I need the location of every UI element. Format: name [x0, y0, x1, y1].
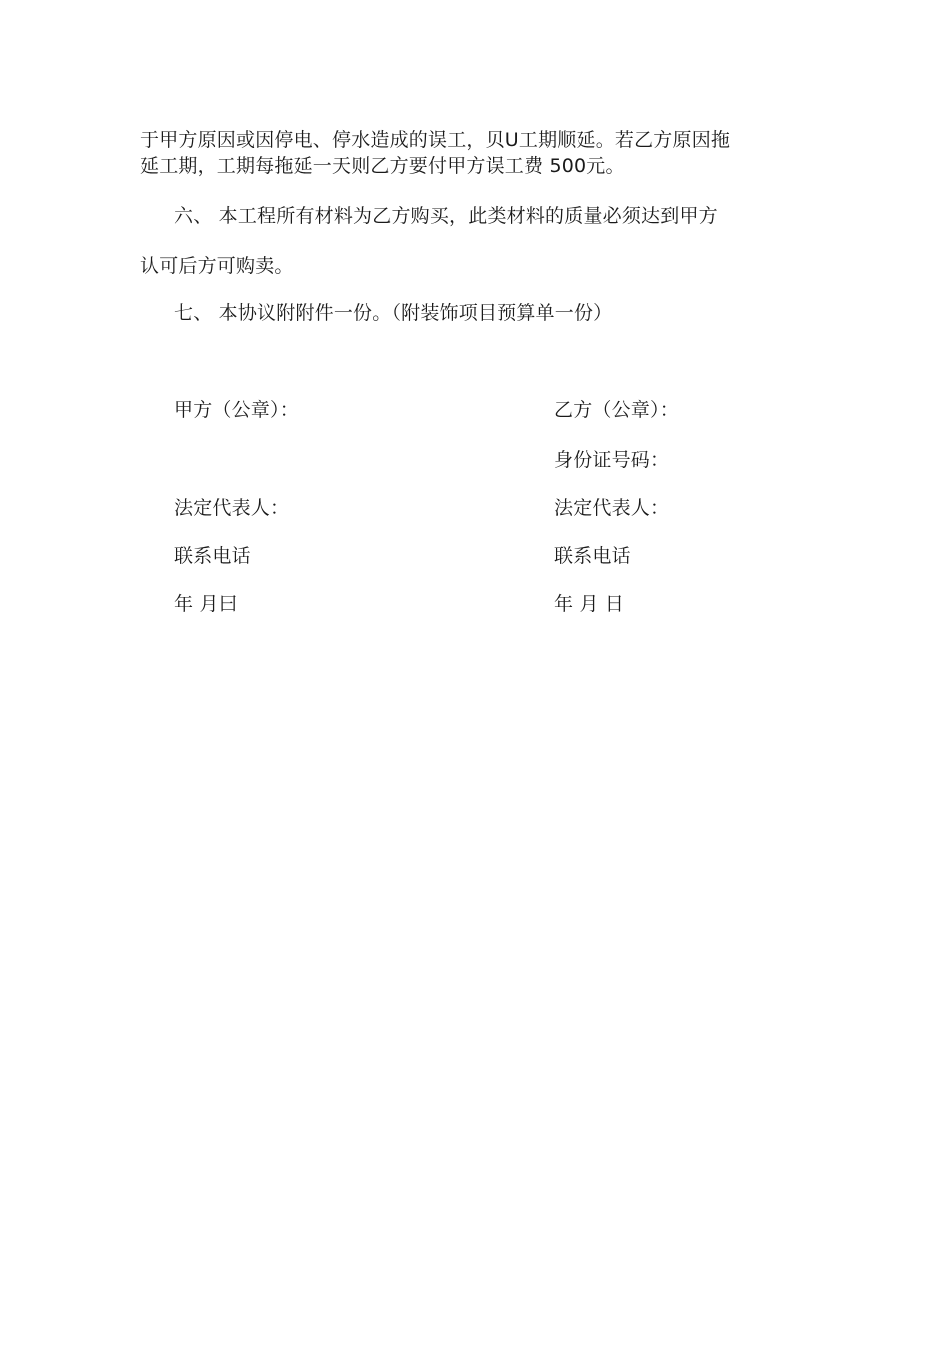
party-a-phone-label: 联系电话 — [174, 545, 251, 567]
party-b-seal-label: 乙方（公章）： — [554, 399, 679, 421]
clause-6-line-1: 六、 本工程所有材料为乙方购买，此类材料的质量必须达到甲方 — [174, 205, 718, 227]
party-b-date-label: 年 月 日 — [554, 593, 625, 615]
party-a-legal-rep-label: 法定代表人： — [174, 497, 290, 519]
paragraph-5-line-2: 延工期，工期每拖延一天则乙方要付甲方误工费 500元。 — [140, 155, 625, 177]
paragraph-5-line-1: 于甲方原因或因停电、停水造成的误工，贝U工期顺延。若乙方原因拖 — [140, 129, 731, 151]
party-a-seal-label: 甲方（公章）： — [174, 399, 299, 421]
clause-6-line-2: 认可后方可购卖。 — [140, 255, 294, 277]
party-b-phone-label: 联系电话 — [554, 545, 631, 567]
party-b-legal-rep-label: 法定代表人： — [554, 497, 670, 519]
party-b-id-number-label: 身份证号码： — [554, 449, 670, 471]
party-a-date-label: 年 月曰 — [174, 593, 238, 615]
clause-7: 七、 本协议附附件一份。（附装饰项目预算单一份） — [174, 302, 613, 324]
